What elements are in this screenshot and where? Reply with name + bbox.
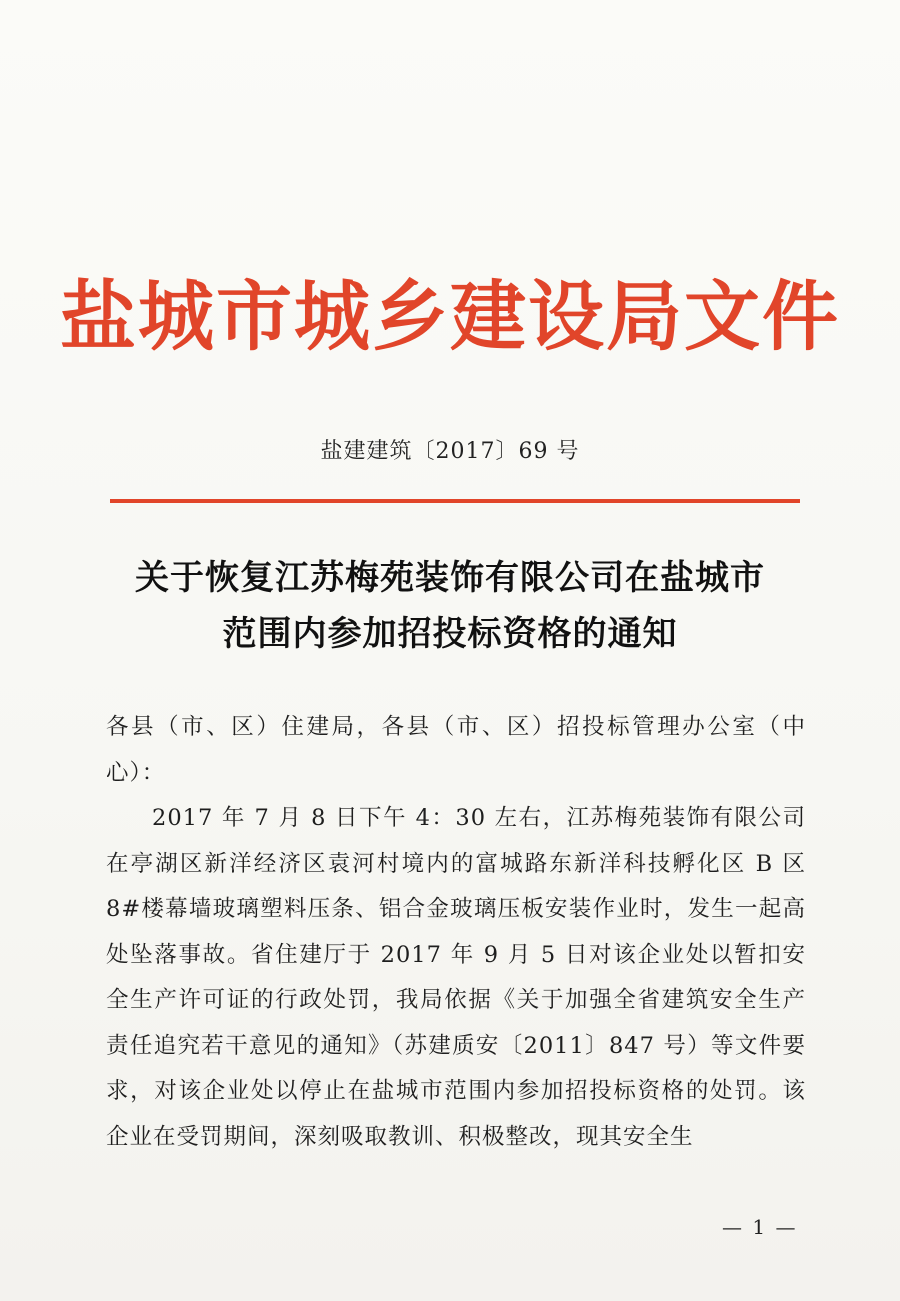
notice-title-line-1: 关于恢复江苏梅苑装饰有限公司在盐城市 xyxy=(135,558,765,598)
salutation: 各县（市、区）住建局，各县（市、区）招投标管理办公室（中心）： xyxy=(106,714,806,786)
page-number: — 1 — xyxy=(722,1215,798,1239)
masthead-title: 盐城市城乡建设局文件 xyxy=(60,272,840,361)
notice-body xyxy=(106,705,806,1160)
red-divider-line xyxy=(110,499,800,503)
document-number: 盐建建筑〔2017〕69 号 xyxy=(320,439,580,464)
body-paragraph-1: 2017 年 7 月 8 日下午 4：30 左右，江苏梅苑装饰有限公司在亭湖区新洋经济区袁河村境内的富城路东新洋科技孵化区 B 区 8#楼幕墙玻璃塑料压条、铝合金玻璃压板安装作业时，发生一起高处坠落事故。省住建厅于 2017 年 9 月 5 日对该企业处以暂扣安全生产许可证的行政处罚，我局依据《关于加强全省建筑安全生产责任追究若干意见的通知》（苏建质安〔2011〕847 号）等文件要求，对该企业处以停止在盐城市范围内参加招投标资格的处罚。该企业在受罚期间，深刻吸取教训、积极整改，现其安全生 xyxy=(106,805,806,1150)
notice-title-line-2: 范围内参加招投标资格的通知 xyxy=(222,614,678,654)
notice-title xyxy=(0,550,900,662)
